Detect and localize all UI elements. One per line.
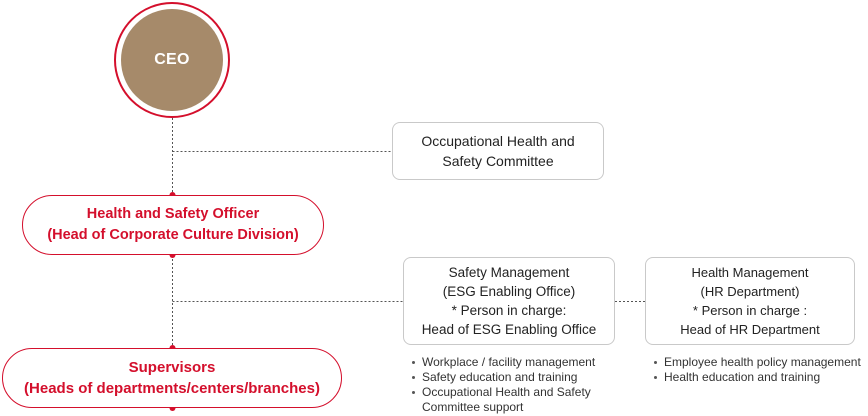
health-safety-officer-subtitle: (Head of Corporate Culture Division) (47, 227, 299, 243)
health-management-node (645, 257, 855, 345)
list-item: Workplace / facility management (410, 355, 610, 370)
health-management-dept: (HR Department) (700, 284, 800, 299)
list-item: Health education and training (652, 370, 868, 385)
health-safety-officer-title: Health and Safety Officer (86, 206, 260, 222)
ceo-label: CEO (154, 51, 190, 68)
list-item: Safety education and training (410, 370, 610, 385)
bullet-icon (654, 361, 657, 364)
safety-management-person: Head of ESG Enabling Office (421, 322, 597, 337)
safety-management-duties (410, 355, 610, 415)
safety-management-node (403, 257, 615, 345)
committee-line-2: Safety Committee (442, 153, 554, 169)
committee-node (392, 122, 604, 180)
health-management-duties (652, 355, 868, 385)
bullet-icon (412, 361, 415, 364)
health-safety-officer-node (22, 195, 324, 255)
bullet-icon (412, 391, 415, 394)
supervisors-subtitle: (Heads of departments/centers/branches) (24, 380, 320, 397)
health-management-person-label: * Person in charge : (692, 303, 808, 318)
health-management-person: Head of HR Department (680, 322, 820, 337)
safety-management-office: (ESG Enabling Office) (442, 284, 576, 299)
safety-management-title: Safety Management (448, 265, 570, 280)
health-management-title: Health Management (691, 265, 809, 280)
bullet-icon (654, 376, 657, 379)
supervisors-node (2, 348, 342, 408)
bullet-icon (412, 376, 415, 379)
safety-management-person-label: * Person in charge: (451, 303, 567, 318)
list-item: Employee health policy management (652, 355, 868, 370)
list-item: Occupational Health and Safety Committee support (410, 385, 610, 415)
supervisors-title: Supervisors (128, 359, 216, 376)
committee-line-1: Occupational Health and (421, 133, 575, 149)
ceo-node (121, 9, 223, 111)
